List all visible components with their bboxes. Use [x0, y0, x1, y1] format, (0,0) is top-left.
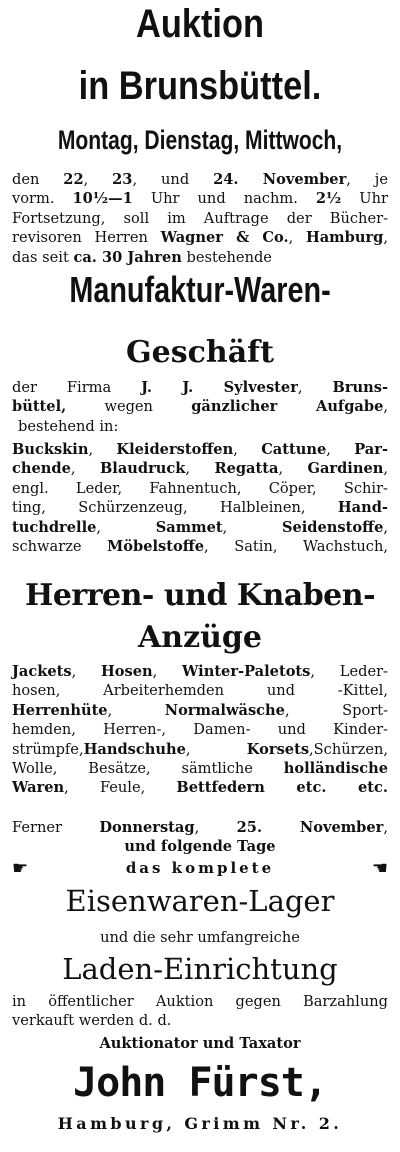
und-die-line: und die sehr umfangreiche [100, 929, 300, 946]
text: Fortsetzung, soll im Auftrage der Bücher- [12, 209, 388, 227]
headline-manufaktur-waren: Manufaktur-Waren- [69, 269, 331, 310]
text: , [233, 441, 262, 458]
intro-line-2 [12, 189, 388, 208]
clothing-item: holländische [283, 759, 388, 777]
goods-line-5 [12, 518, 388, 537]
text: , [88, 441, 117, 458]
auctioneer-address: Hamburg, Grimm Nr. 2. [57, 1114, 343, 1133]
text: , Feule, [64, 779, 177, 797]
auditor-city: Hamburg [305, 229, 384, 247]
clothing-item: Hosen [101, 663, 153, 680]
goods-item: Hand- [337, 499, 388, 517]
clothing-item: Bettfedern etc. etc. [176, 779, 388, 797]
firma-line-3: bestehend in: [18, 417, 119, 435]
firm-name: J. J. Sylvester [141, 379, 298, 396]
text: wegen [66, 398, 192, 416]
text: , und [132, 171, 214, 188]
text: , [194, 819, 237, 836]
text: den [12, 171, 64, 188]
auction-line-2: verkauft werden d. d. [12, 1012, 172, 1030]
goods-line-4 [12, 498, 388, 517]
text: , [278, 460, 308, 478]
goods-item: Blaudruck [99, 460, 186, 478]
ferner-line-2: und folgende Tage [124, 838, 276, 856]
auction-paragraph [12, 992, 388, 1031]
clothing-line-2: hosen, Arbeiterhemden und -Kittel, [12, 682, 388, 700]
text: , [383, 229, 388, 247]
auditor-name: Wagner & Co. [160, 229, 289, 247]
text: , [326, 441, 355, 458]
text: Ferner [12, 819, 100, 836]
text: , [383, 518, 389, 536]
weekday: Donnerstag [99, 819, 195, 836]
intro-line-4 [12, 228, 388, 247]
clothing-line-1 [12, 662, 388, 681]
headline-geschaeft: Geschäft [126, 335, 274, 370]
date-22: 22 [63, 171, 84, 188]
goods-item: Möbelstoffe [107, 537, 205, 555]
goods-paragraph [12, 440, 388, 556]
firma-line-1 [12, 378, 388, 397]
years-established: ca. 30 Jahren [73, 248, 182, 266]
text: strümpfe, [12, 740, 84, 758]
goods-line-6 [12, 537, 388, 556]
komplete-text: das komplete [125, 859, 275, 877]
goods-item: Par- [354, 441, 389, 458]
reason: gänzlicher Aufgabe [191, 398, 384, 416]
clothing-line-5 [12, 740, 388, 759]
text: ,Schürzen, [309, 740, 388, 758]
ferner-paragraph [12, 818, 388, 857]
goods-item: Cattune [261, 441, 327, 458]
text: , [383, 460, 389, 478]
intro-line-1 [12, 170, 388, 189]
goods-item: Kleiderstoffen [116, 441, 234, 458]
goods-item: Sammet [155, 518, 223, 536]
auctioneer-name: John Fürst, [73, 1060, 327, 1106]
text: ting, Schürzenzeug, Halbleinen, [12, 499, 338, 517]
pointing-hand-left-icon: ☚ [371, 857, 388, 879]
clothing-paragraph [12, 662, 388, 798]
text: , [71, 663, 101, 680]
clothing-item: Jackets [12, 663, 72, 680]
clothing-item: Handschuhe [83, 740, 186, 758]
intro-paragraph [12, 170, 388, 267]
heading-line-1: Auktion [135, 2, 265, 46]
goods-item: chende [12, 460, 71, 478]
clothing-item: Korsets [246, 740, 310, 758]
headline-anzuege: Anzüge [138, 620, 262, 655]
text: Uhr [341, 190, 388, 208]
text: , [185, 740, 247, 758]
date-23: 23 [112, 171, 133, 188]
clothing-line-4: hemden, Herren-, Damen- und Kinder- [12, 721, 388, 739]
headline-herren-knaben: Herren- und Knaben- [24, 578, 376, 613]
weekdays: Montag, Dienstag, Mittwoch, [57, 125, 343, 155]
text: , Sport- [284, 701, 388, 719]
goods-line-2 [12, 459, 388, 478]
clothing-item: Winter-Paletots [182, 663, 311, 680]
text: Wolle, Besätze, sämtliche [12, 759, 284, 777]
time-morning: 10½—1 [72, 190, 133, 208]
komplete-row [12, 856, 388, 880]
firm-city: Bruns- [332, 379, 389, 396]
text: bestehende [181, 248, 272, 266]
text: , Leder- [310, 663, 388, 680]
goods-line-1 [12, 440, 388, 459]
auktionator-line: Auktionator und Taxator [99, 1035, 301, 1052]
headline-laden-einrichtung: Laden-Einrichtung [62, 952, 338, 986]
goods-item: Regatta [214, 460, 279, 478]
text: , je [346, 171, 388, 188]
text: , [83, 171, 113, 188]
clothing-line-6 [12, 759, 388, 778]
text: , [383, 398, 388, 416]
firma-line-2 [12, 397, 388, 416]
text: das seit [12, 248, 74, 266]
text: , [383, 819, 388, 836]
text: der Firma [12, 379, 142, 396]
text: , [70, 460, 100, 478]
time-afternoon: 2½ [315, 190, 342, 208]
clothing-line-3 [12, 701, 388, 720]
text: , [288, 229, 306, 247]
text: , [152, 663, 183, 680]
text: schwarze [12, 537, 108, 555]
goods-item: tuchdrelle [12, 518, 97, 536]
intro-line-5 [12, 248, 388, 267]
firm-city: büttel, [12, 398, 67, 416]
intro-line-3 [12, 209, 388, 228]
clothing-line-7 [12, 778, 388, 797]
pointing-hand-right-icon: ☛ [12, 857, 29, 879]
ferner-line-1 [12, 818, 388, 837]
date-25-november: 25. November [236, 819, 384, 836]
text: , [222, 518, 282, 536]
clothing-item: Normalwäsche [164, 701, 285, 719]
text: revisoren Herren [12, 229, 161, 247]
goods-item: Gardinen [307, 460, 384, 478]
firma-paragraph [12, 378, 388, 436]
text: vorm. [12, 190, 73, 208]
text: , [185, 460, 215, 478]
date-24-november: 24. November [213, 171, 347, 188]
text: , [96, 518, 156, 536]
heading-line-2: in Brunsbüttel. [78, 64, 322, 108]
goods-line-3: engl. Leder, Fahnentuch, Cöper, Schir- [12, 479, 388, 497]
goods-item: Seidenstoffe [281, 518, 384, 536]
text: , [107, 701, 165, 719]
text: , Satin, Wachstuch, [204, 537, 389, 555]
headline-eisenwaren-lager: Eisenwaren-Lager [65, 884, 335, 918]
goods-item: Buckskin [12, 441, 89, 458]
text: , [297, 379, 333, 396]
text: Uhr und nachm. [132, 190, 316, 208]
clothing-item: Herrenhüte [12, 701, 108, 719]
auction-line-1: in öffentlicher Auktion gegen Barzahlung [12, 993, 388, 1010]
clothing-item: Waren [12, 779, 65, 797]
